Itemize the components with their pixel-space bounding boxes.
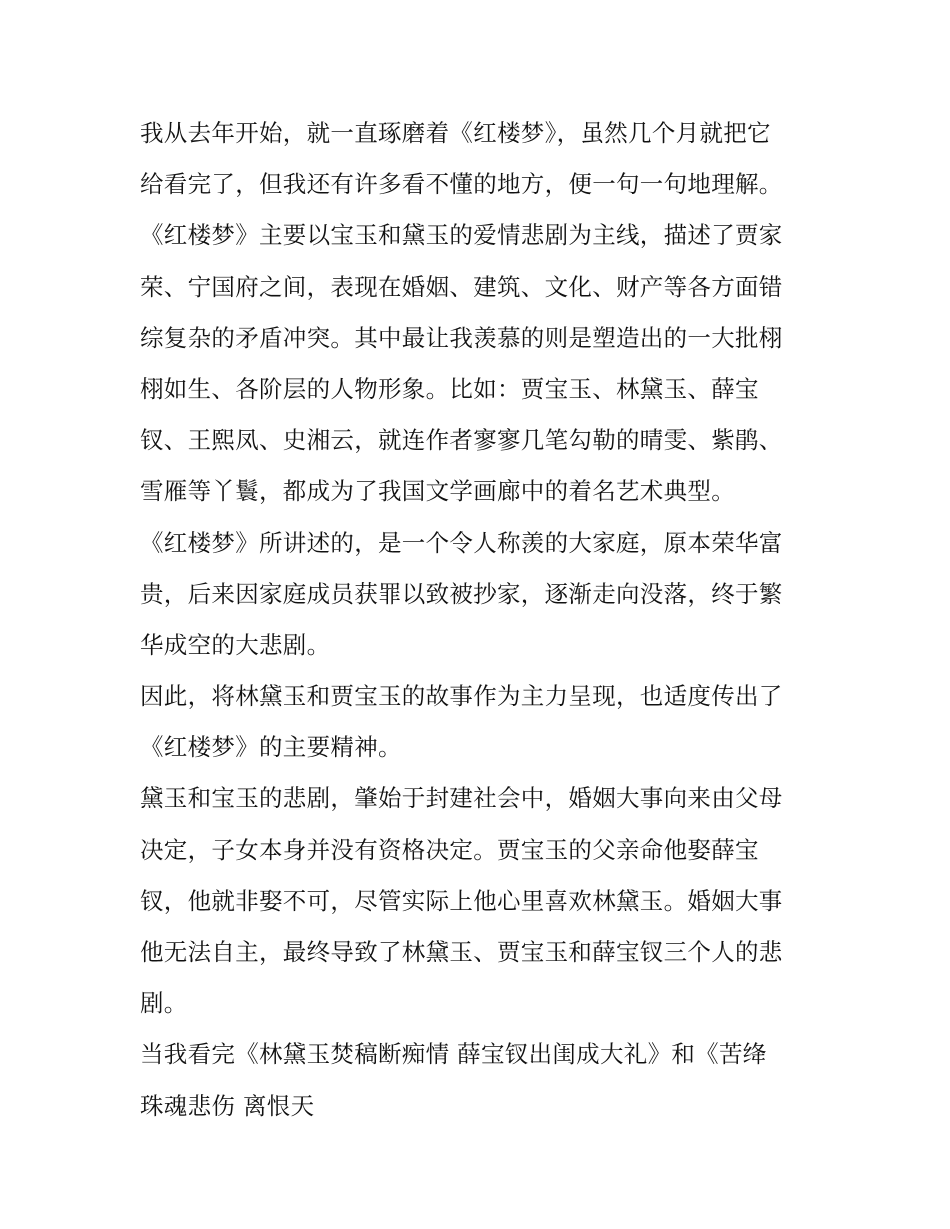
text-line: 《红楼梦》的主要精神。 — [140, 733, 402, 762]
text-line: 雪雁等丫鬟，都成为了我国文学画廊中的着名艺术典型。 — [140, 477, 735, 506]
text-line: 剧。 — [140, 989, 188, 1018]
text-line: 钗、王熙凤、史湘云，就连作者寥寥几笔勾勒的晴雯、紫鹃、 — [140, 426, 783, 455]
text-line: 我从去年开始，就一直琢磨着《红楼梦》，虽然几个月就把它 — [140, 119, 771, 147]
text-line: 给看完了，但我还有许多看不懂的地方，便一句一句地理解。 — [140, 170, 783, 199]
text-line: 黛玉和宝玉的悲剧，肇始于封建社会中，婚姻大事向来由父母 — [140, 784, 783, 813]
document-body — [140, 108, 820, 1132]
text-line: 栩如生、各阶层的人物形象。比如：贾宝玉、林黛玉、薛宝 — [140, 374, 759, 403]
text-line: 综复杂的矛盾冲突。其中最让我羡慕的则是塑造出的一大批栩 — [140, 323, 783, 352]
text-line: 贵，后来因家庭成员获罪以致被抄家，逐渐走向没落，终于繁 — [140, 579, 783, 608]
text-line: 《红楼梦》主要以宝玉和黛玉的爱情悲剧为主线，描述了贾家 — [140, 221, 783, 250]
text-line: 钗，他就非娶不可，尽管实际上他心里喜欢林黛玉。婚姻大事 — [140, 886, 783, 915]
text-line: 当我看完《林黛玉焚稿断痴情 薛宝钗出闺成大礼》和《苦绛 — [140, 1040, 767, 1069]
text-line: 决定，子女本身并没有资格决定。贾宝玉的父亲命他娶薛宝 — [140, 835, 759, 864]
text-line: 他无法自主，最终导致了林黛玉、贾宝玉和薛宝钗三个人的悲 — [140, 938, 783, 966]
text-line: 《红楼梦》所讲述的，是一个令人称羡的大家庭，原本荣华富 — [140, 528, 783, 557]
text-line: 华成空的大悲剧。 — [140, 630, 331, 659]
text-line: 因此，将林黛玉和贾宝玉的故事作为主力呈现，也适度传出了 — [140, 682, 783, 711]
text-line: 荣、宁国府之间，表现在婚姻、建筑、文化、财产等各方面错 — [140, 272, 783, 301]
text-line: 珠魂悲伤 离恨天 — [140, 1091, 315, 1120]
